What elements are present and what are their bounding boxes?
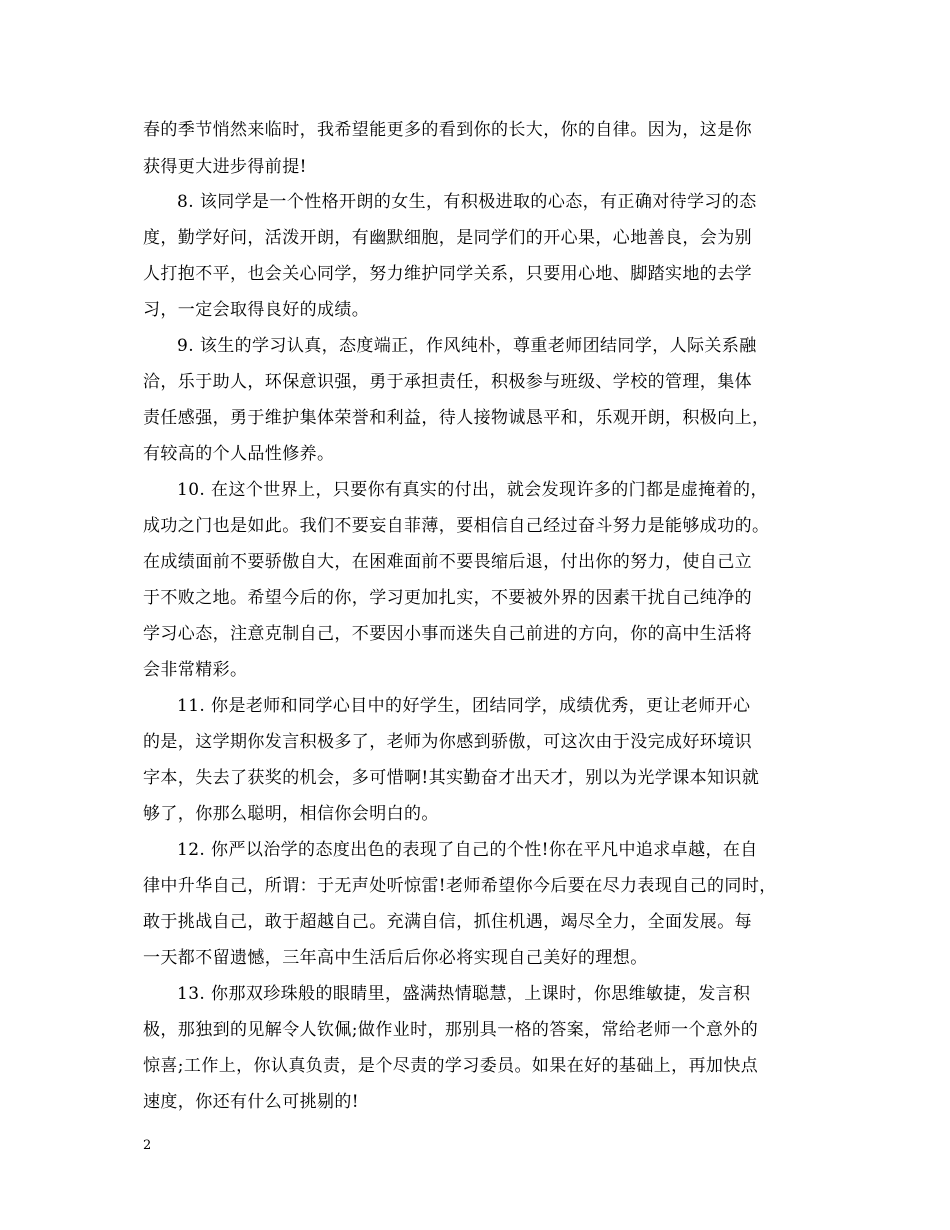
text-line: 极，那独到的见解令人钦佩;做作业时，那别具一格的答案，常给老师一个意外的 [143, 1020, 759, 1040]
paragraph-12-first-line: 12. 你严以治学的态度出色的表现了自己的个性!你在平凡中追求卓越，在自 [177, 840, 758, 860]
text-line: 于不败之地。希望今后的你，学习更加扎实，不要被外界的因素干扰自己纯净的 [143, 588, 752, 608]
paragraph-8-first-line: 8. 该同学是一个性格开朗的女生，有积极进取的心态，有正确对待学习的态 [177, 192, 757, 212]
text-line: 责任感强，勇于维护集体荣誉和利益，待人接物诚恳平和，乐观开朗，积极向上， [143, 408, 770, 428]
paragraph-13-first-line: 13. 你那双珍珠般的眼睛里，盛满热情聪慧，上课时，你思维敏捷，发言积 [177, 984, 751, 1004]
paragraph-11-first-line: 11. 你是老师和同学心目中的好学生，团结同学，成绩优秀，更让老师开心 [177, 696, 751, 716]
paragraph-10-first-line: 10. 在这个世界上，只要你有真实的付出，就会发现许多的门都是虚掩着的， [177, 480, 768, 500]
text-line: 会非常精彩。 [143, 660, 248, 680]
text-line: 速度，你还有什么可挑剔的! [143, 1092, 360, 1112]
text-line: 敢于挑战自己，敢于超越自己。充满自信，抓住机遇，竭尽全力，全面发展。每 [143, 912, 752, 932]
text-line: 学习心态，注意克制自己，不要因小事而迷失自己前进的方向，你的高中生活将 [143, 624, 752, 644]
text-line: 惊喜;工作上，你认真负责，是个尽责的学习委员。如果在好的基础上，再加快点 [143, 1056, 759, 1076]
text-line: 获得更大进步得前提! [143, 157, 307, 177]
text-line: 度，勤学好问，活泼开朗，有幽默细胞，是同学们的开心果，心地善良，会为别 [143, 228, 752, 248]
text-line: 字本，失去了获奖的机会，多可惜啊!其实勤奋才出天才，别以为光学课本知识就 [143, 768, 760, 788]
text-line: 习，一定会取得良好的成绩。 [143, 300, 370, 320]
text-line: 成功之门也是如此。我们不要妄自菲薄，要相信自己经过奋斗努力是能够成功的。 [143, 516, 770, 536]
text-line: 在成绩面前不要骄傲自大，在困难面前不要畏缩后退，付出你的努力，使自己立 [143, 552, 752, 572]
text-line: 春的季节悄然来临时，我希望能更多的看到你的长大，你的自律。因为，这是你 [143, 120, 752, 140]
text-line: 律中升华自己，所谓：于无声处听惊雷!老师希望你今后要在尽力表现自己的同时， [143, 876, 777, 896]
page-number: 2 [143, 1138, 152, 1153]
text-line: 洽，乐于助人，环保意识强，勇于承担责任，积极参与班级、学校的管理，集体 [143, 372, 752, 392]
paragraph-9-first-line: 9. 该生的学习认真，态度端正，作风纯朴，尊重老师团结同学，人际关系融 [177, 336, 757, 356]
text-line: 够了，你那么聪明，相信你会明白的。 [143, 804, 439, 824]
text-line: 人打抱不平，也会关心同学，努力维护同学关系，只要用心地、脚踏实地的去学 [143, 264, 752, 284]
text-line: 有较高的个人品性修养。 [143, 444, 335, 464]
text-line: 的是，这学期你发言积极多了，老师为你感到骄傲，可这次由于没完成好环境识 [143, 732, 752, 752]
text-line: 一天都不留遗憾，三年高中生活后后你必将实现自己美好的理想。 [143, 948, 648, 968]
